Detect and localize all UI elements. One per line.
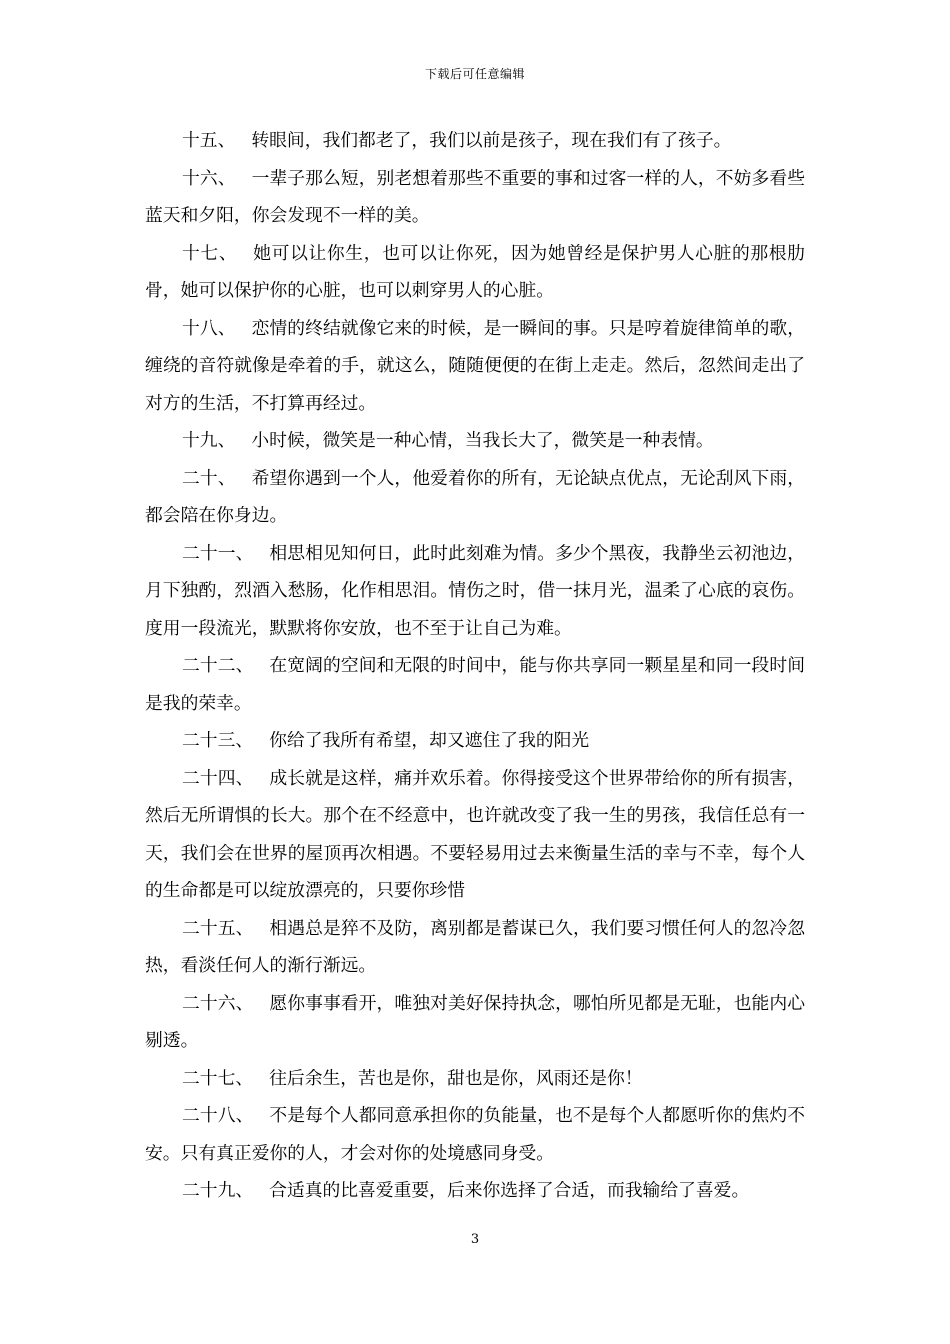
- paragraph-text: 不是每个人都同意承担你的负能量，也不是每个人都愿听你的焦灼不安。只有真正爱你的人，才会对你的处境感同身受。: [145, 1105, 805, 1164]
- page-number: 3: [470, 1232, 480, 1247]
- paragraph-text: 你给了我所有希望，却又遮住了我的阳光: [269, 730, 590, 751]
- paragraph-text: 一辈子那么短，别老想着那些不重要的事和过客一样的人，不妨多看些蓝天和夕阳，你会发现不一样的美。: [145, 167, 805, 226]
- paragraph-21: [145, 535, 805, 648]
- paragraph-text: 恋情的终结就像它来的时候，是一瞬间的事。只是哼着旋律简单的歌，缠绕的音符就像是牵着的手，就这么，随随便便的在街上走走。然后，忽然间走出了对方的生活，不打算再经过。: [145, 317, 805, 414]
- paragraph-number: 二十八、: [182, 1105, 254, 1126]
- document-body: [145, 122, 805, 1210]
- paragraph-text: 相遇总是猝不及防，离别都是蓄谋已久，我们要习惯任何人的忽冷忽热，看淡任何人的渐行渐远。: [145, 917, 805, 976]
- paragraph-text: 小时候，微笑是一种心情，当我长大了，微笑是一种表情。: [251, 430, 714, 451]
- paragraph-number: 二十三、: [182, 730, 254, 751]
- paragraph-number: 二十九、: [182, 1180, 254, 1201]
- paragraph-text: 转眼间，我们都老了，我们以前是孩子，现在我们有了孩子。: [251, 130, 732, 151]
- paragraph-number: 十七、: [182, 242, 238, 264]
- paragraph-20: [145, 460, 805, 535]
- paragraph-27: [145, 1060, 805, 1098]
- paragraph-number: 十五、: [182, 130, 236, 151]
- paragraph-number: 二十五、: [182, 917, 254, 939]
- paragraph-23: [145, 722, 805, 760]
- paragraph-number: 十八、: [182, 317, 236, 339]
- paragraph-text: 合适真的比喜爱重要，后来你选择了合适，而我输给了喜爱。: [269, 1180, 750, 1201]
- paragraph-number: 二十一、: [182, 542, 254, 564]
- paragraph-number: 二十七、: [182, 1067, 254, 1089]
- paragraph-26: [145, 985, 805, 1060]
- paragraph-number: 十六、: [182, 167, 236, 189]
- paragraph-text: 成长就是这样，痛并欢乐着。你得接受这个世界带给你的所有损害，然后无所谓惧的长大。那个在不经意中，也许就改变了我一生的男孩，我信任总有一天，我们会在世界的屋顶再次相遇。不要轻易用过去来衡量生活的幸与不幸，每个人的生命都是可以绽放漂亮的，只要你珍惜: [145, 767, 805, 901]
- paragraph-19: [145, 422, 805, 460]
- paragraph-28: [145, 1097, 805, 1172]
- paragraph-text: 希望你遇到一个人，他爱着你的所有，无论缺点优点，无论刮风下雨，都会陪在你身边。: [145, 467, 805, 526]
- paragraph-15: [145, 122, 805, 160]
- paragraph-number: 二十、: [182, 467, 236, 489]
- paragraph-29: [145, 1172, 805, 1210]
- paragraph-25: [145, 910, 805, 985]
- paragraph-text: 她可以让你生，也可以让你死，因为她曾经是保护男人心脏的那根肋骨，她可以保护你的心脏，也可以刺穿男人的心脏。: [145, 242, 805, 301]
- paragraph-text: 相思相见知何日，此时此刻难为情。多少个黑夜，我静坐云初池边，月下独酌，烈酒入愁肠，化作相思泪。情伤之时，借一抹月光，温柔了心底的哀伤。度用一段流光，默默将你安放，也不至于让自己为难。: [145, 542, 805, 639]
- paragraph-24: [145, 760, 805, 910]
- paragraph-number: 二十六、: [182, 992, 254, 1014]
- paragraph-18: [145, 310, 805, 423]
- paragraph-22: [145, 647, 805, 722]
- paragraph-number: 十九、: [182, 430, 236, 451]
- paragraph-text: 往后余生，苦也是你，甜也是你，风雨还是你！: [269, 1067, 643, 1089]
- paragraph-text: 愿你事事看开，唯独对美好保持执念，哪怕所见都是无耻，也能内心剔透。: [145, 992, 805, 1051]
- paragraph-17: [145, 235, 805, 310]
- paragraph-16: [145, 160, 805, 235]
- paragraph-number: 二十四、: [182, 767, 254, 789]
- paragraph-text: 在宽阔的空间和无限的时间中，能与你共享同一颗星星和同一段时间是我的荣幸。: [145, 655, 805, 714]
- paragraph-number: 二十二、: [182, 655, 254, 676]
- page-header: 下载后可任意编辑: [424, 67, 525, 81]
